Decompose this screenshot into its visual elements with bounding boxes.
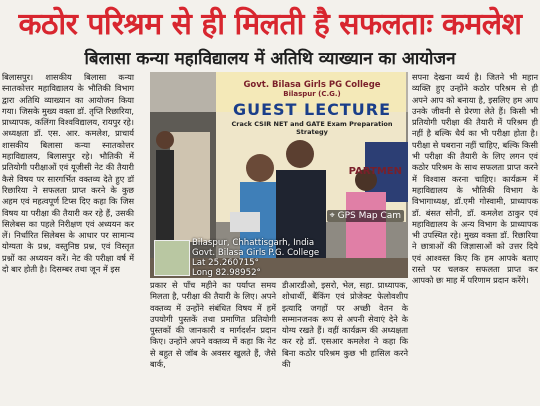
banner [222, 80, 402, 177]
banner-city: Bilaspur (C.G.) [283, 90, 341, 98]
gps-location: Bilaspur, Chhattisgarh, India [192, 238, 315, 248]
article-headline: कठोर परिश्रम से ही मिलती है सफलताः कमलेश [18, 6, 522, 42]
banner-college: Govt. Bilasa Girls PG College [243, 80, 381, 90]
column-2-text: प्रकार से पाँच महीने का पर्याप्त समय मिलता है, परीक्षा की तैयारी के लिए। अपने वक्तव्य में उन्होंने संबंधित विषय में हमें उपयोगी पुस्तकें तथा प्रमाणित प्रतियोगी पुस्तकों की जानकारी व मार्गदर्शन प्रदान किए। उन्होंने अपने वक्तव्य में कहा कि नेट से बहुत से जॉब के अवसर खुलते हैं, जैसे बार्क, [150, 280, 276, 370]
gps-longitude: Long 82.98952° [192, 268, 261, 278]
gps-latitude: Lat 25.260715° [192, 258, 259, 268]
article-column-3 [282, 280, 408, 370]
column-4-text: सपना देखना व्यर्थ है। जितने भी महान व्यक्ति हुए उन्होंने कठोर परिश्रम से ही अपने आप को बनाया है, इसलिए हम आप उनके जीवनी से प्रेरणा लेते हैं। किसी भी प्रतियोगी परीक्षा की तैयारी में परिश्रम ही नहीं है बल्कि धैर्य का भी परीक्षा होता है। परीक्षा से घबराना नहीं चाहिए, बल्कि किसी भी परीक्षा की तैयारी के लिए लगन एवं कठोर परिश्रम के साथ सफलता प्राप्त करने में विश्वास करना चाहिए। कार्यक्रम में महाविद्यालय के भौतिकी विभाग के विभागाध्यक्ष, डॉ.एमी गोस्वामी, प्राध्यापक डॉ. बंसत सोनी, डॉ. कमलेश ठाकुर एवं महाविद्यालय के अन्य विभाग के प्राध्यापक भी उपस्थित रहे। मुख्य वक्ता डॉ. रिछारिया ने छात्राओं की जिज्ञासाओं को उत्तर दिये एवं आश्वस्त किए कि हम आपके बताए रास्ते पर चलकर सफलता प्राप्त कर आपको छः माह में परिणाम प्रदान करेंगे। [412, 72, 538, 286]
column-3-text: डीआरडीओ, इसरो, भेल, सहा. प्राध्यापक, शोधार्थी, बैंकिंग एवं प्रोजेक्ट फेलोवशीप इत्यादि जगहों पर अच्छी वेतन के सम्मानजनक रूप से अपनी सेवाएं देने के योग्य रखते हैं। वहीं कार्यक्रम की अध्यक्षता कर रहे डॉ. एसआर कमलेश ने कहा कि बिना कठोर परिश्रम कुछ भी हासिल करने की [282, 280, 408, 370]
article-column-1 [2, 72, 134, 275]
article-column-4 [412, 72, 538, 287]
column-1-text: बिलासपुर। शासकीय बिलासा कन्या स्नातकोत्तर महाविद्यालय के भौतिकी विभाग द्वारा अतिथि व्याख्यान का आयोजन किया गया। जिसके मुख्य वक्ता डॉ. तृप्ति रिछारिया, प्राध्यापक, कलिंगा विश्वविद्यालय, रायपुर रहे। अध्यक्षता डॉ. एस. आर. कमलेश, प्राचार्य शासकीय बिलासा कन्या स्नातकोत्तर महाविद्यालय, बिलासपुर रहे। भौतिकी में प्रतियोगी परीक्षाओं एवं यूजीसी नेट की तैयारी कैसे विषय पर सारगर्भित वक्तव्य देते हुए डॉ रिछारिया ने सफलता प्राप्त करने के कुछ अहम एवं महत्वपूर्ण टिप्स दिए कहा कि जिस विषय या परीक्षा की तैयारी कर रहे हैं, उसकी सिलेबस का पहले निरीक्षण एवं अध्ययन कर लें। निर्धारित सिलेबस के आधार पर सामान्य योग्यता के प्रश्न, वस्तुनिष्ठ प्रश्न, एवं विस्तृत प्रश्नों का अध्ययन करें। नेट की परीक्षा वर्ष में दो बार होती है। दिसम्बर तथा जून में इस [2, 72, 134, 275]
gps-tag [327, 210, 404, 222]
banner-title: GUEST LECTURE [232, 100, 392, 119]
pin-icon: ⌖ [329, 211, 338, 221]
banner-partial: PARTMEN [348, 166, 402, 177]
gps-place: Govt. Bilasa Girls P.G. College [192, 248, 320, 258]
map-thumbnail [154, 240, 190, 276]
gps-info [192, 238, 364, 278]
event-photo [150, 72, 408, 278]
article-subheadline: बिलासा कन्या महाविद्यालय में अतिथि व्याख्यान का आयोजन [84, 48, 456, 69]
banner-topic: Crack CSIR NET and GATE Exam Preparation Strategy [231, 120, 393, 136]
article-column-2 [150, 280, 276, 370]
gps-tag-label: GPS Map Cam [337, 211, 401, 221]
